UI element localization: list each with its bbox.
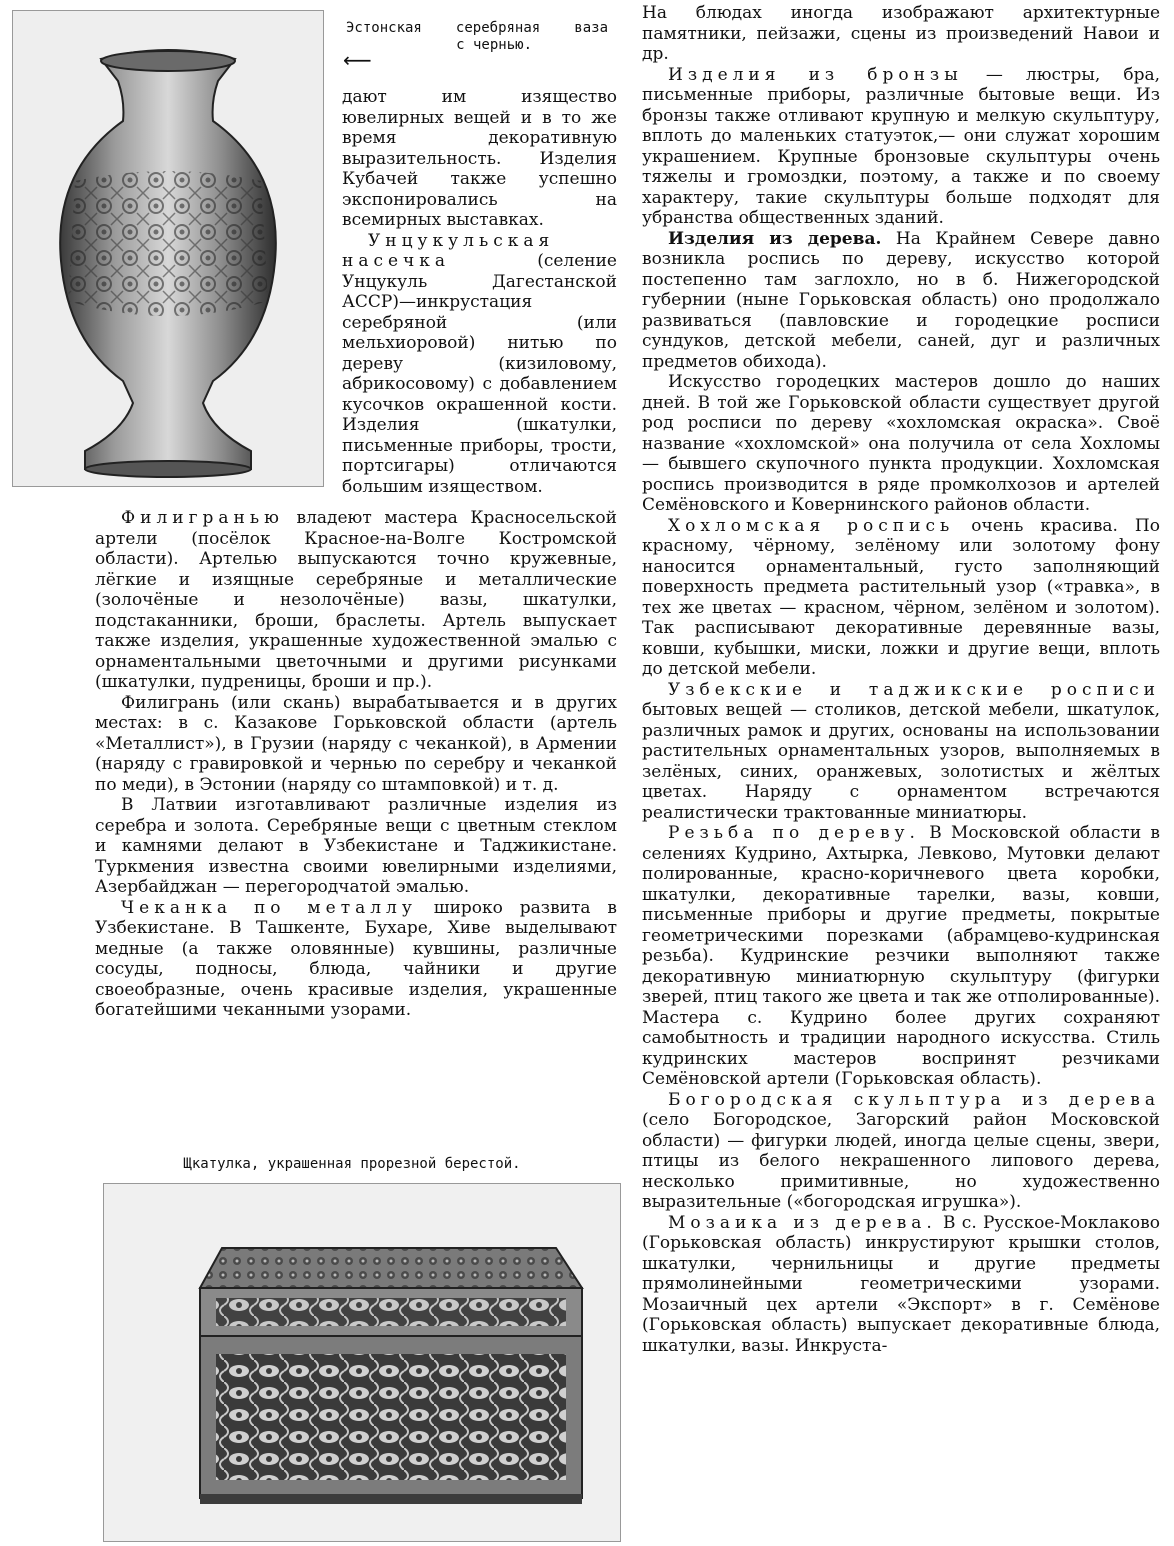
paragraph [642,516,1160,680]
vase-caption-line1: Эстонская серебряная ваза [346,20,608,36]
lead-term: Богородская скульптура из дерева [668,1089,1160,1110]
paragraph [95,898,617,1021]
paragraph-text: — люстры, бра, письменные приборы, различные бытовые вещи. Из бронзы также отливают крупную и мелкую скульптуру, вплоть до маленьких статуэток,— они служат хорошим украшением. Крупные бронзовые скульптуры очень тяжелы и громоздки, поэтому, а также и по своему характеру, такие скульптуры больше подходят для убранства общественных зданий. [642,64,1161,228]
paragraph-text: очень красива. По красному, чёрному, зелёному или золотому фону наносится орнаментальный, густо заполняющий поверхность предмета растительный узор («травка», в тех же цветах — красном, чёрном, зелёном и золотом). Так расписывают декоративные деревянные вазы, ковши, кубышки, миски, ложки и другие вещи, вплоть до детской мебели. [642,515,1160,679]
paragraph: Искусство городецких мастеров дошло до наших дней. В той же Горьковской области существует другой род росписи по дереву «хохломская окраска». Своё название «хохломской» она получила от села Хохломы — бывшего скупочного пункта продукции. Хохломская роспись производится в ряде промколхозов и артелей Семёновского и Ковернинского районов области. [642,372,1160,515]
paragraph [642,1090,1160,1213]
left-column [95,508,617,1021]
box-illustration [104,1184,620,1541]
vase-photo [12,10,324,487]
paragraph-text: (селение Унцукуль Дагестанской АССР)—инкрустация серебряной (или мельхиоровой) нитью по дереву (кизиловому, абрикосовому) с добавлением кусочков окрашенной кости. Изделия (шкатулки, письменные приборы, трости, портсигары) отличаются большим изяществом. [342,251,617,497]
paragraph-text: владеют мастера Красносельской артели (посёлок Красное-на-Волге Костромской области). Артелью выпускаются точно кружевные, лёгкие и изящные серебряные и металлические (золочёные и незолочёные) вазы, шкатулки, подстаканники, броши, браслеты. Артель выпускает также изделия, украшенные художественной эмалью с орнаментальными цветочными и другими рисунками (шкатулки, пудреницы, броши и пр.). [95,508,617,692]
lead-term: Изделия из бронзы [668,64,963,85]
paragraph [642,65,1160,229]
paragraph [642,680,1160,824]
paragraph [342,231,617,498]
left-narrow-column [342,87,617,497]
paragraph-text: В Московской области в селениях Кудрино, Ахтырка, Левково, Мутовки делают полированные, красно-коричневого цвета коробки, шкатулки, декоративные тарелки, вазы, ковши, письменные приборы и другие предметы, покрытые геометрическими порезками (абрамцево-кудринская резьба). Кудринские резчики выполняют также декоративную миниатюрную скульптуру (фигурки зверей, птиц такого же цвета и так же отполированные). Мастера с. Кудрино более других сохраняют самобытность и традиции народного искусства. Стиль кудринских мастеров воспринят резчиками Семёновской артели (Горьковская область). [642,823,1160,1089]
box-photo [103,1183,621,1542]
box-caption: Щкатулка, украшенная прорезной берестой. [183,1156,521,1172]
lead-term: Мозаика из дерева. [668,1212,937,1233]
lead-term: Резьба по дереву. [668,823,920,843]
vase-caption-line2: с чернью. [456,37,532,53]
paragraph [642,1213,1160,1357]
paragraph: дают им изящество ювелирных вещей и в то же время декоративную выразительность. Изделия Кубачей также успешно экспонировались на всемирных выставках. [342,87,617,230]
paragraph: В Латвии изготавливают различные изделия из серебра и золота. Серебряные вещи с цветным стеклом и камнями делают в Узбекистане и Таджикистане. Туркмения известна своими ювелирными изделиями, Азербайджан — перегородчатой эмалью. [95,795,617,897]
paragraph: На блюдах иногда изображают архитектурные памятники, пейзажи, сцены из произведений Навои и др. [642,3,1160,64]
paragraph-text: широко развита в Узбекистане. В Ташкенте, Бухаре, Хиве выделывают медные (а также оловянные) кувшины, различные сосуды, подносы, блюда, чайники и другие своеобразные, очень красивые изделия, украшенные богатейшими чеканными узорами. [95,897,617,1020]
paragraph: Филигрань (или скань) вырабатывается и в других местах: в с. Казакове Горьковской области (артель «Металлист»), в Грузии (наряду с чеканкой), в Армении (наряду с гравировкой и чернью по серебру и чеканкой по меди), в Эстонии (наряду со штамповкой) и т. д. [95,692,617,795]
lead-term: Чеканка по металлу [121,897,417,918]
lead-term: Изделия из дерева. [668,228,882,249]
vase-illustration [13,11,323,486]
paragraph [642,823,1160,1090]
lead-term: Унцукульская насечка [342,230,555,271]
left-arrow-icon: ⟵ [343,48,372,72]
paragraph-text: На Крайнем Севере давно возникла роспись по дереву, искусство которой постепенно там заглохло, но в б. Нижегородской губернии (ныне Горьковская область) оно продолжало развиваться (павловские и городецкие росписи сундуков, детской мебели, саней, дуг и различных предметов обихода). [642,228,1160,372]
paragraph-text: (село Богородское, Загорский район Московской области) — фигурки людей, иногда целые сцены, звери, птицы из белого некрашенного липового дерева, несколько примитивные, но художественно выразительные («богородская игрушка»). [642,1110,1160,1212]
lead-term: Филигранью [121,508,284,528]
paragraph [95,508,617,693]
lead-term: Узбекские и таджикские росписи [668,679,1160,700]
paragraph-text: В с. Русское-Моклаково (Горьковская область) инкрустируют крышки столов, шкатулки, чернильницы и другие предметы прямолинейными геометрическими узорами. Мозаичный цех артели «Экспорт» в г. Семёнове (Горьковская область) выпускает декоративные блюда, шкатулки, вазы. Инкруста- [642,1212,1160,1356]
paragraph-text: бытовых вещей — столиков, детской мебели, шкатулок, различных рамок и других, основаны на использовании растительных орнаментальных узоров, выполняемых в зелёных, синих, оранжевых, золотистых и жёлтых цветах. Наряду с орнаментом встречаются реалистически трактованные миниатюры. [642,700,1160,823]
right-column [642,3,1160,1356]
paragraph [642,229,1160,373]
vase-caption [346,20,608,54]
lead-term: Хохломская роспись [668,515,955,536]
